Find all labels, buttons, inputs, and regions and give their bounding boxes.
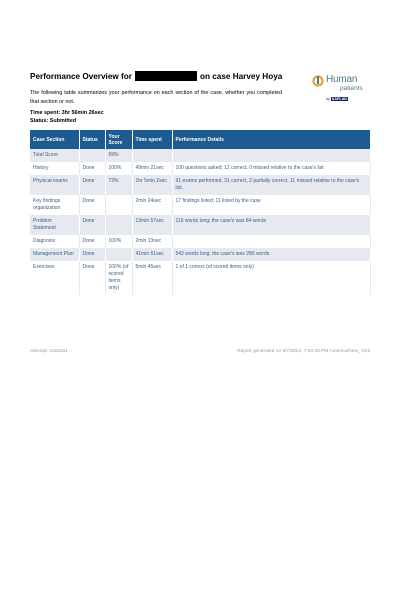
column-header: Performance Details: [172, 130, 370, 149]
title-prefix: Performance Overview for: [30, 71, 132, 81]
table-cell: [105, 215, 132, 235]
table-cell: [172, 235, 370, 248]
table-cell: [172, 149, 370, 162]
table-cell: 2min 24sec: [132, 195, 172, 215]
table-cell: 5min 45sec: [132, 261, 172, 295]
table-cell: Done: [79, 261, 105, 295]
table-cell: History: [30, 162, 79, 175]
logo-by-kaplan: by KAPLAN: [326, 97, 347, 101]
table-cell: Physical exams: [30, 175, 79, 195]
table-row: [30, 235, 370, 248]
attempt-id: Attempt: 3156331: [30, 349, 68, 354]
table-cell: [105, 195, 132, 215]
report-generated-date: Report generated on 6/7/2024, 7:50:32 PM America/New_York: [237, 349, 370, 354]
table-cell: 1 of 1 correct (of scored items only): [172, 261, 370, 295]
table-cell: 59%: [105, 149, 132, 162]
table-cell: 1hr 5min 2sec: [132, 175, 172, 195]
table-cell: [105, 248, 132, 261]
table-cell: Done: [79, 162, 105, 175]
column-header: Your Score: [105, 130, 132, 149]
logo-word-patients: patients: [340, 85, 363, 92]
table-cell: 100% (of scored items only): [105, 261, 132, 295]
table-row: [30, 195, 370, 215]
performance-table: [30, 130, 371, 295]
table-cell: 41min 51sec: [132, 248, 172, 261]
table-cell: 17 findings listed; 11 listed by the case: [172, 195, 370, 215]
time-spent: Time spent: 3hr 56min 26sec: [30, 110, 104, 116]
table-cell: 73%: [105, 175, 132, 195]
table-cell: Done: [79, 175, 105, 195]
redacted-name: [135, 71, 197, 81]
table-cell: 13min 57sec: [132, 215, 172, 235]
table-cell: Diagnosis: [30, 235, 79, 248]
title-suffix: on case Harvey Hoya: [199, 71, 283, 81]
table-row: [30, 215, 370, 235]
table-cell: 100%: [105, 162, 132, 175]
table-cell: Done: [79, 195, 105, 215]
page-title: [30, 71, 282, 81]
table-cell: Key findings organization: [30, 195, 79, 215]
column-header: Status: [79, 130, 105, 149]
i-human-logo: [312, 74, 370, 106]
table-row: [30, 175, 370, 195]
table-cell: Total Score: [30, 149, 79, 162]
table-row: [30, 149, 370, 162]
submission-status: Status: Submitted: [30, 118, 77, 124]
table-cell: Done: [79, 248, 105, 261]
table-header-row: [30, 130, 370, 149]
i-human-logo-icon: [312, 75, 324, 87]
table-cell: Done: [79, 235, 105, 248]
table-cell: 543 words long; the case's was 280 words: [172, 248, 370, 261]
table-cell: Exercises: [30, 261, 79, 295]
logo-word-human: Human: [326, 74, 358, 85]
table-row: [30, 261, 370, 295]
table-cell: 100%: [105, 235, 132, 248]
column-header: Time spent: [132, 130, 172, 149]
table-cell: Done: [79, 215, 105, 235]
table-cell: [132, 149, 172, 162]
table-cell: 49min 21sec: [132, 162, 172, 175]
table-cell: 91 exams performed, 31 correct, 2 partially correct, 11 missed relative to the case's list.: [172, 175, 370, 195]
table-row: [30, 162, 370, 175]
table-cell: 116 words long; the case's was 84 words: [172, 215, 370, 235]
table-cell: 100 questions asked; 12 correct, 0 missed relative to the case's list: [172, 162, 370, 175]
table-cell: 2min 13sec: [132, 235, 172, 248]
table-cell: Management Plan: [30, 248, 79, 261]
table-cell: [79, 149, 105, 162]
column-header: Case Section: [30, 130, 79, 149]
intro-text: The following table summarizes your performance on each section of the case, whether you completed that section or not.: [30, 90, 282, 105]
table-cell: Problem Statement: [30, 215, 79, 235]
table-row: [30, 248, 370, 261]
